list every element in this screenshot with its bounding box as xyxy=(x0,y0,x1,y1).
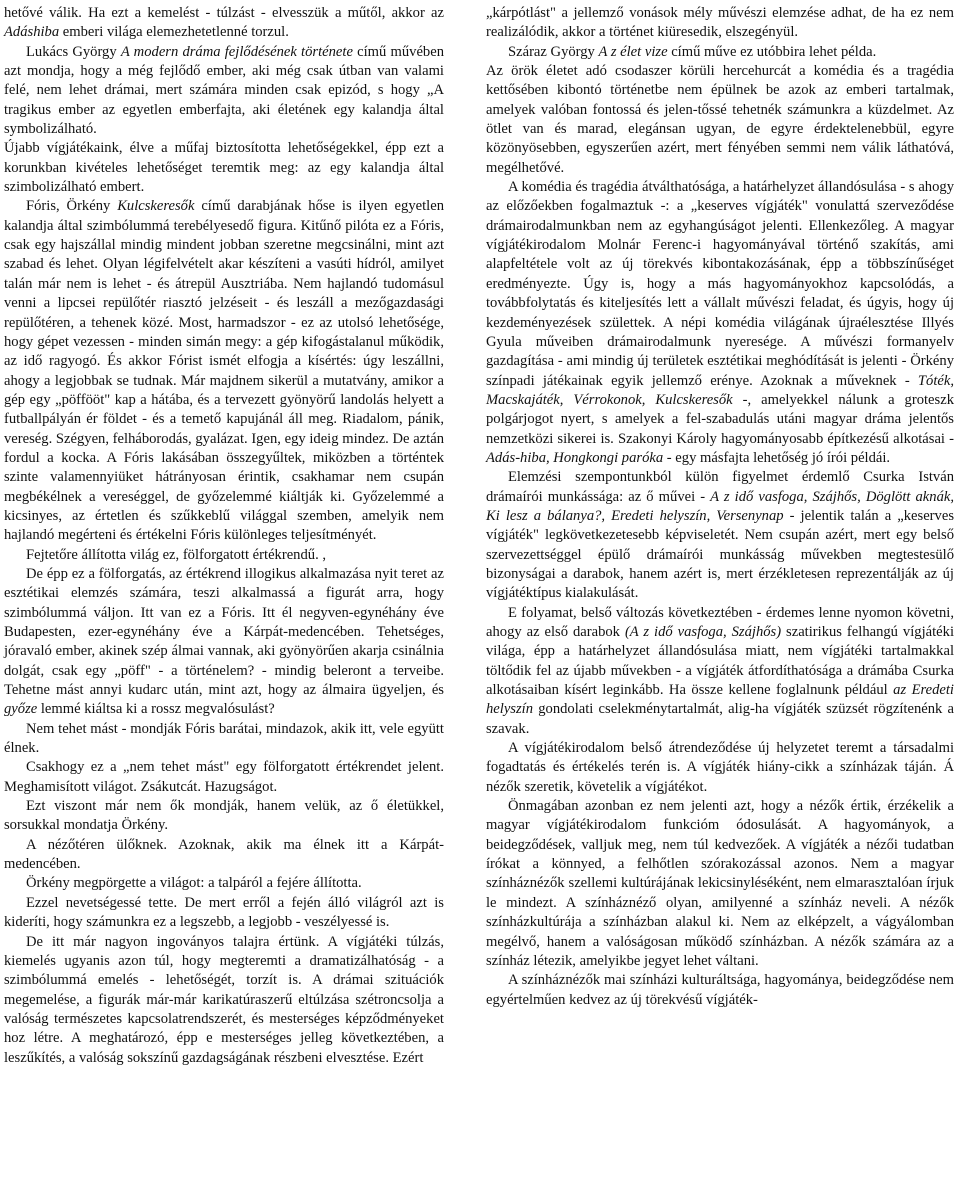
text-run: - egy másfajta lehetőség jó írói példái. xyxy=(663,449,891,466)
paragraph xyxy=(486,43,954,62)
text-run: Örkény megpörgette a világot: a talpáról a fejére állította. xyxy=(26,875,362,892)
text-run: szatirikus felhangú vígjátéki világa, épp a határhelyzet állandósulása miatt, nem vígjátéki tartalmakkal töltődik fel az újabb művekben - a vígjáték átfordíthatósága a drámába Csurka alkotásaiban kísért leginkább. Ha össze kellene foglalnunk például xyxy=(486,624,954,699)
text-run: E folyamat, belső változás következtében - érdemes lenne nyomon követni, ahogy az első darabok xyxy=(486,604,954,640)
paragraph xyxy=(4,933,444,1068)
text-run: De épp ez a fölforgatás, az értékrend illogikus alkalmazása nyit teret az esztétikai elemzés számára, teszi alkalmassá a figurát arra, hogy szimbólummá váljon. Itt van ez a Fóris. Itt él negyven-egynéhány éve Budapesten, ezer-egynéhány éve a Kárpát-medencében. Tehetséges, jóravaló ember, akinek szép álmai vannak, aki gyönyörűen akarja csinálnia dolgát, csak egy „pöff" - a történelem? - mindig beleront a terveibe. Tehetne mást annyi kudarc után, mint azt, hogy az álmaira ügyeljen, és xyxy=(4,565,444,699)
text-run: Ezt viszont már nem ők mondják, hanem velük, az ő életükkel, sorsukkal mondatja Örkény. xyxy=(4,798,444,834)
paragraph xyxy=(4,197,444,545)
work-title: (A z idő vasfoga, Szájhős) xyxy=(624,624,782,640)
text-run: című darabjának hőse is ilyen egyetlen kalandja által szimbólummá terebélyesedő figura. Kitűnő pilóta ez a Fóris, csak egy hajszállal mindig mindent jobban szeretne megcsinálni, mint azt szabad és lehet. Olyan légifelvételt akar készíteni a vasúti hídról, amilyet talán már nem is lehet - és átrepül Ausztriába. Nem hajlandó tudomásul venni a lipcsei repülőtér riasztó jelzéseit - és leszáll a mezőgazdasági repülőtéren, a tehenek közé. Most, harmadszor - ez az utolsó lehetősége, hogy gépet vezessen - minden simán megy: a gép kifogástalanul működik, az idő ragyogó. És akkor Fórist ismét elfogja a kísértés: úgy leszállni, ahogy a legjobbak se tudnak. Már majdnem sikerül a mutatvány, amikor a gép egy „pöffööt" kap a hátába, és a tervezett gyönyörű landolás helyett a futballpályán ér földet - és a temető kapujánál áll meg. Riadalom, pánik, vereség. Szégyen, felháborodás, gyalázat. Igen, egy ideig mindez. De aztán fordul a kocka. A Fóris lakásában összegyűltek, miközben a történtek szinte valamennyiüket hátrányosan érintik, csakhamar nem csupán megbékélnek a vereséggel, de győzelemmé kiáltják ki. Győzelemmé a kicsinyes, az értetlen és szűkkeblű világgal szemben, amelyik nem hajlandó megérteni és értékelni Fóris különleges teljesítményét. xyxy=(4,198,444,544)
text-run: lemmé kiáltsa ki a rossz megvalósulást? xyxy=(37,701,275,718)
text-run: Önmagában azonban ez nem jelenti azt, hogy a nézők értik, érzékelik a magyar vígjátékirodalom funkcióm ódosulását. A hagyományok, a beidegződések, valljuk meg, nem túl kedvezőek. A vígjáték a nézői tudatban írókat a könnyed, a felhőtlen szórakozással azonos. Nem a magyar színháznézők szellemi kultúrájának lekicsinyléséként, nem elmarasztalóan írjuk le mindezt. A színháznéző olyan, amilyenné a színház neveli. A nézők színházkultúrája a színházban alakul ki. Nem az elképzelt, a vágyálomban megélvő, hanem a valóságosan működő színházban. A nézők számára az a színház létezik, amelyikbe jegyet lehet váltani. xyxy=(486,798,954,969)
text-run: A nézőtéren ülőknek. Azoknak, akik ma élnek itt a Kárpát-medencében. xyxy=(4,836,444,873)
right-column xyxy=(486,4,954,1010)
paragraph xyxy=(4,565,444,720)
text-run: „kárpótlást" a jellemző vonások mély művészi elemzése adhat, de ha ez nem realizálódik, akkor a történet kiüresedik, elszegényül. xyxy=(486,5,954,41)
text-run: című művében azt mondja, hogy a még fejlődő ember, aki még csak útban van valami felé, nem lehet drámai, mert számára minden csak epizód, s hogy „A tragikus ember az egyetlen emberfajta, aki életének egy kalandja által symbolizálható. xyxy=(4,43,444,138)
work-title: Kulcskeresők xyxy=(117,198,195,215)
work-title: A modern dráma fejlődésének története xyxy=(120,43,353,60)
text-run: gondolati cselekménytartalmát, alig-ha vígjáték szüzsét rögzítenénk a szavak. xyxy=(486,701,954,737)
work-title: győze xyxy=(4,701,38,718)
paragraph xyxy=(486,604,954,739)
work-title: Adás-hiba, Hongkongi paróka xyxy=(486,449,664,466)
paragraph xyxy=(4,139,444,197)
paragraph xyxy=(486,62,954,178)
text-run: Száraz György xyxy=(508,43,599,60)
text-run: -, amelyekkel nálunk a groteszk polgárjogot nyert, s amelyek a fel-szabadulás utáni magyar dráma jelentős nemzetközi sikerei is. Szakonyi Károly hagyományosabb építkezésű alkotásai - xyxy=(486,391,954,447)
text-run: Újabb vígjátékaink, élve a műfaj biztosította lehetőségekkel, épp ezt a korunkban kivételes lehetőséget teremtik meg: az egy kalandja által szimbolizálható embert. xyxy=(4,140,444,196)
text-run: Fejtetőre állította világ ez, fölforgatott értékrendű. , xyxy=(26,546,327,563)
paragraph xyxy=(4,758,444,797)
text-run: Lukács György xyxy=(26,43,121,60)
text-run: című műve ez utóbbira lehet példa. xyxy=(667,43,877,60)
text-run: Fóris, Örkény xyxy=(26,198,118,215)
text-run: Ezzel nevetségessé tette. De mert erről a fején álló világról azt is kideríti, hogy számunkra ez a legszebb, a legjobb - veszélyessé is. xyxy=(4,894,444,931)
work-title: az Eredeti helyszín xyxy=(486,682,954,718)
paragraph xyxy=(486,4,954,43)
paragraph xyxy=(486,468,954,603)
paragraph xyxy=(4,4,444,43)
text-run: A színháznézők mai színházi kulturáltsága, hagyománya, beidegződése nem egyértelműen kedvez az új törekvésű vígjáték- xyxy=(486,972,954,1008)
text-run: hetővé válik. Ha ezt a kemelést - túlzást - elvesszük a műtől, akkor az xyxy=(4,5,444,21)
paragraph xyxy=(486,178,954,468)
work-title: A z élet vize xyxy=(598,43,668,60)
text-run: Csakhogy ez a „nem tehet mást" egy fölforgatott értékrendet jelent. Meghamisított világot. Zsákutcát. Hazugságot. xyxy=(4,759,444,795)
text-run: A vígjátékirodalom belső átrendeződése új helyzetet teremt a társadalmi fogadtatás és értékelés terén is. A vígjáték hiány-cikk a színházak táján. Á nézők szeretik, követelik a vígjátékot. xyxy=(486,740,954,795)
paragraph xyxy=(4,43,444,140)
work-title: Tóték, Macskajáték, Vérrokonok, Kulcskeresők xyxy=(486,372,954,408)
text-run: emberi világa elemezhetetlenné torzul. xyxy=(59,24,289,41)
paragraph xyxy=(486,971,954,1010)
paragraph xyxy=(4,797,444,836)
work-title: A z idő vasfoga, Szájhős, Döglött aknák, Ki lesz a bálanya?, Eredeti helyszín, Versenynap xyxy=(486,488,954,524)
paragraph xyxy=(4,874,444,893)
text-run: - jelentik talán a „keserves vígjáték" legkövetkezetesebb képviseletét. Nem csupán azért, mert egy belső szervezettséggel épülő drámaírói munkásság művekben megtestesülő bizonyságai a darabok, hanem azért is, mert érzékletesen reprezentálják az új vígjátéktípus kialakulását. xyxy=(486,507,954,602)
text-run: Elemzési szempontunkból külön figyelmet érdemlő Csurka István drámaírói munkássága: az ő művei - xyxy=(486,469,954,505)
left-column xyxy=(4,4,444,1068)
text-run: A komédia és tragédia átválthatósága, a határhelyzet állandósulása - s ahogy az előzőekben fogalmaztuk -: a „keserves vígjáték" vonulattá szerveződése drámairodalmunkban nem az egyhangúságot jelenti. Ellenkezőleg. A magyar vígjátékirodalom Molnár Ferenc-i hagyományával történő szakítás, ami alapfeltétele volt az új törekvés kibontakozásának, épp a többszínűséget eredményezte. Úgy is, hogy a más hagyományokhoz kapcsolódás, a továbbfolytatás és kiteljesítés lett a vállalt művészi feladat, és úgyis, hogy új kezdeményezések születtek. A népi komédia világának újraélesztése Illyés Gyula műveiben drámairodalmunk nyeresége. A művészi formanyelv gazdagítása - ami mindig új területek esztétikai meghódítását is jelenti - Örkény színpadi játékainak egyik jellemző erénye. Azoknak a műveknek - xyxy=(486,179,954,389)
paragraph xyxy=(4,720,444,759)
paragraph xyxy=(486,797,954,971)
paragraph xyxy=(486,739,954,797)
paragraph xyxy=(4,546,444,565)
text-run: De itt már nagyon ingoványos talajra értünk. A vígjátéki túlzás, kiemelés ugyanis azon túl, hogy megteremti a dramatizálhatóság - a szimbólummá emelés - lehetőségét, torzít is. A drámai szituációk megemelése, a figurák már-már karikatúraszerű eltúlzása szétroncsolja a valóság természetes kapcsolatrendszerét, és mesterséges képződményeket hoz létre. A meghatározó, épp e mesterséges jelleg következtében, a leszűkítés, a valóság sokszínű gazdagságának részbeni elvesztése. Ezért xyxy=(4,933,444,1066)
paragraph xyxy=(4,836,444,875)
text-run: Az örök életet adó csodaszer körüli hercehurcát a komédia és a tragédia kettősében kibontó történetbe nem épülnek be azok az emberi tartalmak, amelyek valóban fontossá és jelen-tőssé tehetnék számunkra a küzdelmet. Az ötlet van és marad, elegánsan ugyan, de egyre érdektelenebbül, egyre közönyösebben, egyszerűen azért, mert fényében semmi nem válik láthatóvá, megélhetővé. xyxy=(486,63,954,176)
text-run: Nem tehet mást - mondják Fóris barátai, mindazok, akik itt, vele együtt élnek. xyxy=(4,720,444,757)
work-title: Adáshiba xyxy=(4,24,60,41)
paragraph xyxy=(4,894,444,933)
